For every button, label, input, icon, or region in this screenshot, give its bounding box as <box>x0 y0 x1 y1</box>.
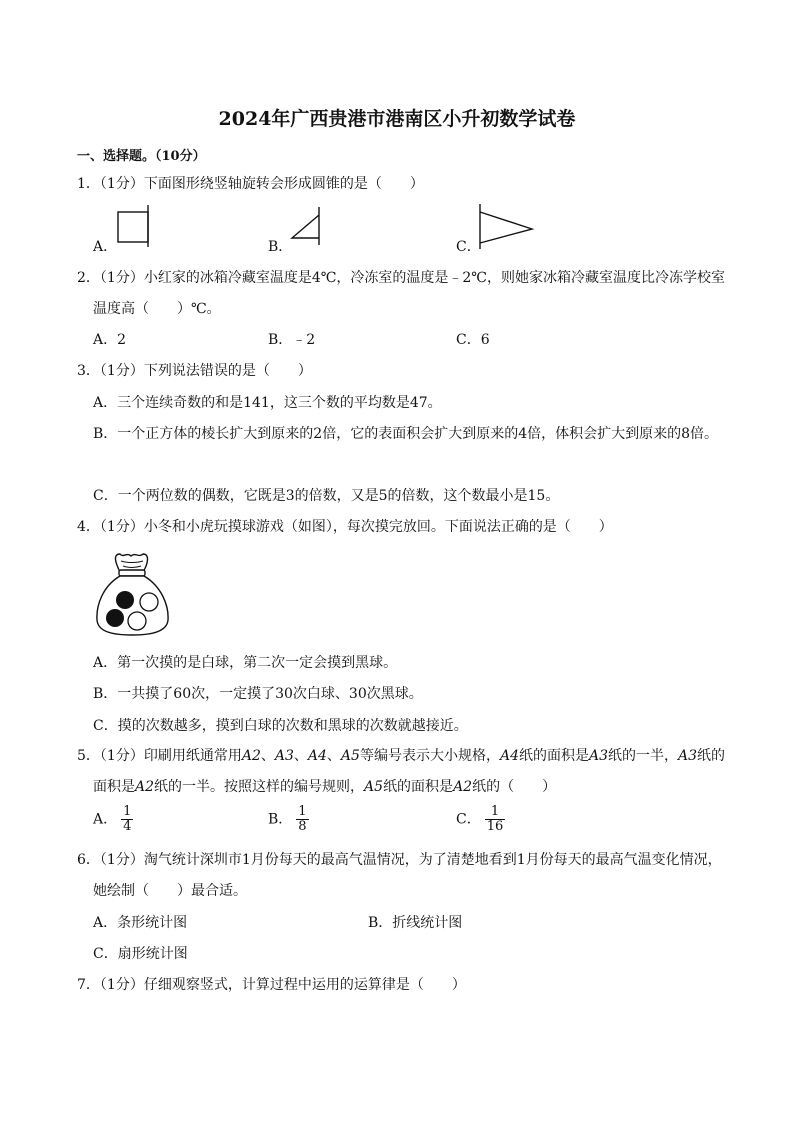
q5-option-a: A． $\frac{1}{4}$ <box>93 804 132 834</box>
right-triangle-figure-icon <box>290 205 326 247</box>
q1-option-b: B． <box>268 239 293 255</box>
triangle-figure-icon <box>476 203 536 251</box>
q5-option-b: B． $\frac{1}{8}$ <box>268 804 307 834</box>
question-6-stem-line2: 她绘制（ ）最合适。 <box>93 883 247 899</box>
q1-option-c: C． <box>456 239 481 255</box>
q2-option-b: B．﹣2 <box>268 332 316 348</box>
fraction-one-quarter: $\frac{1}{4}$ <box>123 804 132 834</box>
question-4-stem: 4．（1分）小冬和小虎玩摸球游戏（如图），每次摸完放回。下面说法正确的是（ ） <box>77 519 613 535</box>
q3-option-c: C．一个两位数的偶数，它既是3的倍数，又是5的倍数，这个数最小是15。 <box>93 488 560 504</box>
q5-option-c: C． $\frac{1}{16}$ <box>456 804 504 834</box>
section-heading: 一、选择题。（10分） <box>77 149 206 164</box>
q3-option-a: A．三个连续奇数的和是141，这三个数的平均数是47。 <box>93 395 442 411</box>
question-7-stem: 7．（1分）仔细观察竖式，计算过程中运用的运算律是（ ） <box>77 977 466 993</box>
question-1-stem: 1．（1分）下面图形绕竖轴旋转会形成圆锥的是（ ） <box>77 176 424 192</box>
q4-option-a: A．第一次摸的是白球，第二次一定会摸到黑球。 <box>93 655 398 671</box>
question-2-stem-line2: 温度高（ ）℃。 <box>93 301 221 317</box>
q4-option-c: C．摸的次数越多，摸到白球的次数和黑球的次数就越接近。 <box>93 718 468 734</box>
q1-option-a: A． <box>93 239 118 255</box>
fraction-one-eighth: $\frac{1}{8}$ <box>298 804 307 834</box>
q2-option-a: A．2 <box>93 332 127 348</box>
page-title: 2024年广西贵港市港南区小升初数学试卷 <box>218 108 576 130</box>
question-5-stem-line1: 5．（1分）印刷用纸通常用A2、A3、A4、A5等编号表示大小规格，A4纸的面积是A3纸的一半，A3纸的 <box>77 748 726 764</box>
square-figure-icon <box>115 203 155 249</box>
q2-option-c: C．6 <box>456 332 490 348</box>
q6-option-c: C．扇形统计图 <box>93 946 188 962</box>
q3-option-b: B．一个正方体的棱长扩大到原来的2倍，它的表面积会扩大到原来的4倍，体积会扩大到原来的8倍。 <box>93 426 719 442</box>
question-2-stem-line1: 2．（1分）小红家的冰箱冷藏室温度是4℃，冷冻室的温度是﹣2℃，则她家冰箱冷藏室温度比冷冻学校室 <box>77 270 725 286</box>
q4-option-b: B．一共摸了60次，一定摸了30次白球、30次黑球。 <box>93 686 423 702</box>
q6-option-a: A．条形统计图 <box>93 915 188 931</box>
question-5-stem-line2: 面积是A2纸的一半。按照这样的编号规则，A5纸的面积是A2纸的（ ） <box>93 779 557 795</box>
question-6-stem-line1: 6．（1分）淘气统计深圳市1月份每天的最高气温情况，为了清楚地看到1月份每天的最高气温变化情况， <box>77 852 722 868</box>
question-3-stem: 3．（1分）下列说法错误的是（ ） <box>77 363 312 379</box>
q6-option-b: B．折线统计图 <box>368 915 463 931</box>
ball-bag-icon <box>93 550 173 638</box>
fraction-one-sixteenth: $\frac{1}{16}$ <box>486 804 504 834</box>
